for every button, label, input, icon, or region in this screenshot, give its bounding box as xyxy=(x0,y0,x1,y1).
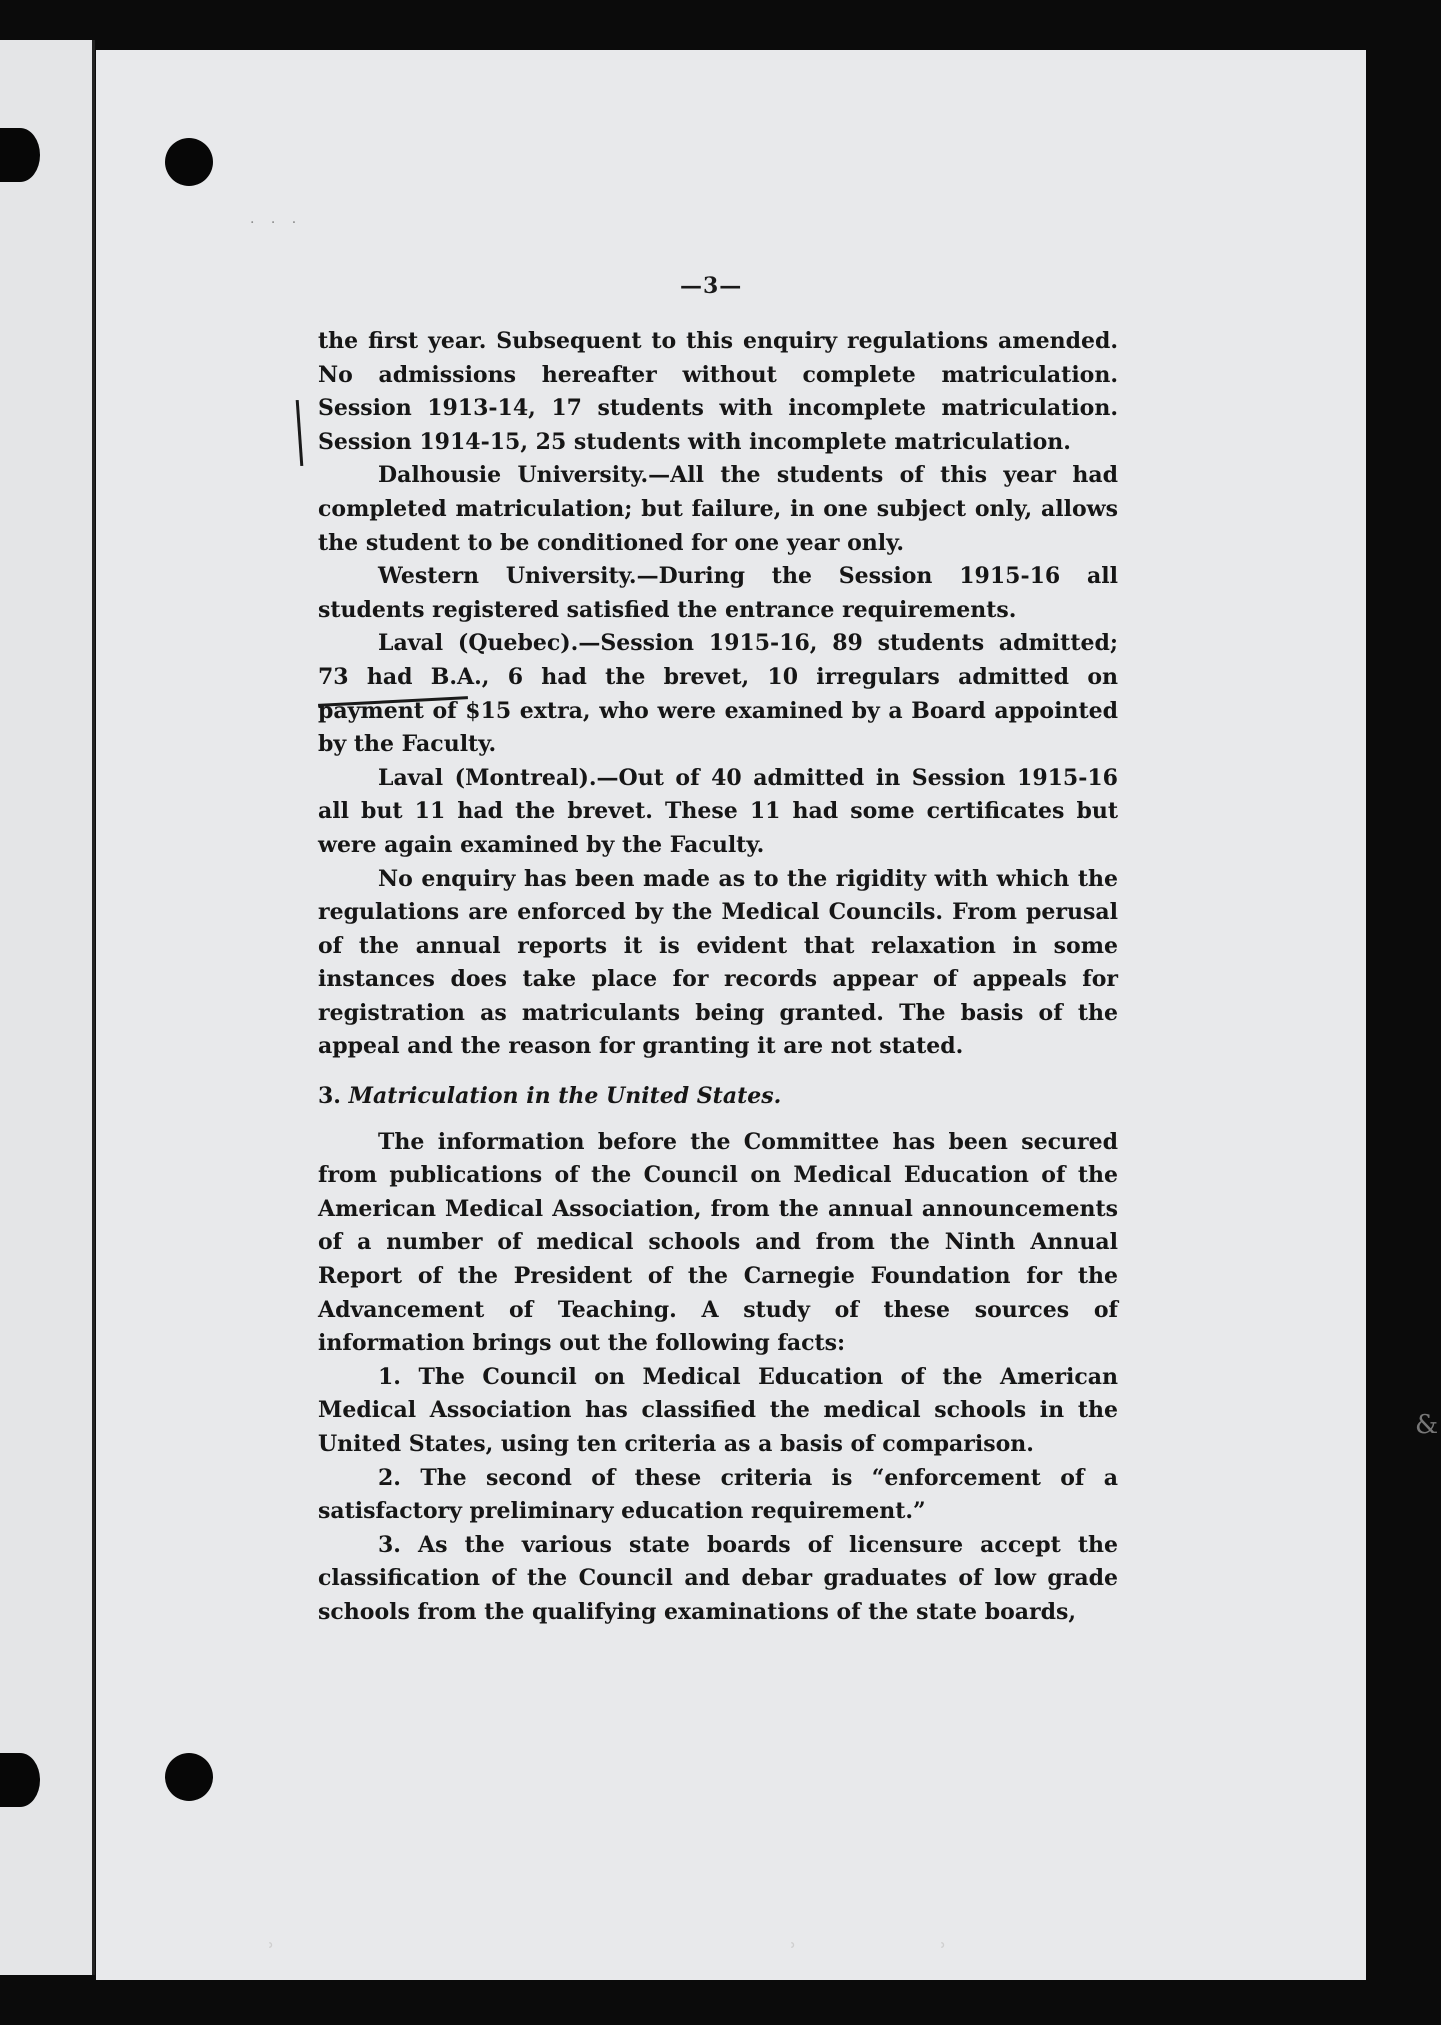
list-item-2: 2. The second of these criteria is “enforcement of a satisfactory preliminary education requirement.” xyxy=(318,1464,1118,1525)
section-title: Matriculation in the United States. xyxy=(348,1083,782,1110)
paragraph-dalhousie: Dalhousie University.—All the students of this year had completed matriculation; but failure, in one subject only, allows the student to be conditioned for one year only. xyxy=(318,462,1118,556)
previous-page-edge xyxy=(0,40,94,1975)
list-item-3: 3. As the various state boards of licensure accept the classification of the Council and debar graduates of low grade schools from the qualifying examinations of the state boards, xyxy=(318,1531,1118,1625)
scan-specks: · · · xyxy=(250,215,303,231)
punch-hole-left-bottom xyxy=(0,1753,40,1807)
right-edge-mark: & xyxy=(1415,1410,1439,1440)
paragraph-continuation: the first year. Subsequent to this enquiry regulations amended. No admissions hereafter without complete matriculation. Session 1913-14, 17 students with incomplete matriculation. Session 1914-15, 25 students with incomplete matriculation. xyxy=(318,328,1118,455)
paragraph-laval-montreal: Laval (Montreal).—Out of 40 admitted in Session 1915-16 all but 11 had the brevet. These 11 had some certificates but were again examined by the Faculty. xyxy=(318,764,1118,858)
paragraph-information: The information before the Committee has been secured from publications of the Council on Medical Education of the American Medical Association, from the annual announcements of a number of medical schools and from the Ninth Annual Report of the President of the Carnegie Foundation for the Advancement of Teaching. A study of these sources of information brings out the following facts: xyxy=(318,1128,1118,1357)
page-number: —3— xyxy=(680,273,743,299)
document-body xyxy=(318,325,1118,1630)
page-binding-edge xyxy=(92,40,95,1975)
scan-speck: ʾ xyxy=(268,1940,275,1965)
section-number: 3. xyxy=(318,1083,341,1110)
punch-hole-left-top xyxy=(0,128,40,182)
list-item-1: 1. The Council on Medical Education of the American Medical Association has classified the medical schools in the United States, using ten criteria as a basis of comparison. xyxy=(318,1363,1118,1457)
scan-speck: ʾ xyxy=(940,1940,947,1965)
scan-speck: ʾ xyxy=(790,1940,797,1965)
paragraph-western: Western University.—During the Session 1915-16 all students registered satisfied the entrance requirements. xyxy=(318,563,1118,623)
punch-hole-bottom xyxy=(165,1753,213,1801)
section-heading xyxy=(318,1080,1118,1114)
paragraph-enquiry: No enquiry has been made as to the rigidity with which the regulations are enforced by the Medical Councils. From perusal of the annual reports it is evident that relaxation in some instances does take place for records appear of appeals for registration as matriculants being granted. The basis of the appeal and the reason for granting it are not stated. xyxy=(318,865,1118,1060)
punch-hole-top xyxy=(165,138,213,186)
paragraph-laval-quebec: Laval (Quebec).—Session 1915-16, 89 students admitted; 73 had B.A., 6 had the brevet, 10 irregulars admitted on payment of $15 extra, who were examined by a Board appointed by the Faculty. xyxy=(318,630,1118,758)
